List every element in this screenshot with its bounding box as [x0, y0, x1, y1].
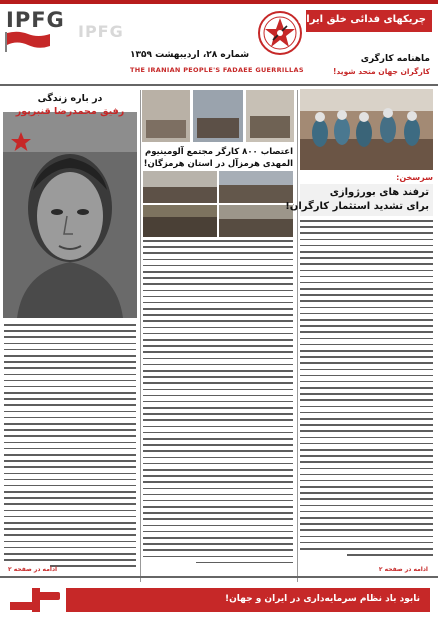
red-star-icon [10, 131, 32, 153]
org-name-banner [297, 10, 432, 32]
monthly-label: ماهنامه کارگری [360, 54, 430, 64]
editorial-title-line1: ترفند های بورژوازی [329, 187, 429, 198]
masthead-slogan: کارگران جهان متحد شوید! [333, 67, 430, 76]
footer-divider [0, 576, 438, 578]
logo-ipfg: IPFG [6, 8, 65, 32]
left-article-subheading: رفیق محمدرضا قنبرپور [15, 106, 125, 117]
left-article-header [6, 93, 134, 117]
editorial-section-label: سرسخن: [396, 173, 433, 182]
masthead-top-rule [0, 0, 438, 4]
middle-headline-line2: المهدی هرمزآل در استان هرمزگان! [143, 159, 293, 169]
issue-line: شماره ۲۸، اردیبهشت ۱۳۵۹ [130, 50, 250, 60]
hammer-and-fist-icon [8, 584, 64, 614]
org-name: چریکهای فدائی خلق ایران [297, 14, 426, 25]
red-flag-icon [4, 30, 52, 54]
footer-slogan-banner [66, 588, 430, 612]
factory-workers-photo [300, 89, 433, 170]
editorial-body [300, 220, 433, 565]
editorial-title [285, 184, 433, 216]
organization-emblem-icon [257, 10, 303, 56]
left-continued-note: ادامه در صفحه ۲ [8, 566, 58, 573]
column-divider-left [140, 90, 141, 582]
masthead [0, 0, 438, 76]
middle-headline [143, 146, 293, 170]
editorial-continued-note: ادامه در صفحه ۲ [378, 566, 428, 573]
middle-photo-strip [142, 90, 294, 142]
left-article-heading: در باره زندگی [37, 93, 103, 104]
strike-photos [143, 171, 293, 237]
masthead-divider [0, 84, 438, 86]
left-article-body [4, 324, 136, 567]
english-org-name: THE IRANIAN PEOPLE'S FADAEE GUERRILLAS [130, 66, 304, 74]
footer-slogan: نابود باد نظام سرمایه‌داری در ایران و جهان! [224, 594, 420, 604]
logo-ipfg-echo: IPFG [78, 22, 124, 41]
column-divider-right [297, 90, 298, 582]
editorial-title-line2: برای تشدید استثمار کارگران! [285, 201, 429, 212]
middle-headline-line1: اعتصاب ۸۰۰ کارگر مجتمع آلومینیوم [144, 147, 293, 157]
middle-article-body [143, 240, 293, 566]
